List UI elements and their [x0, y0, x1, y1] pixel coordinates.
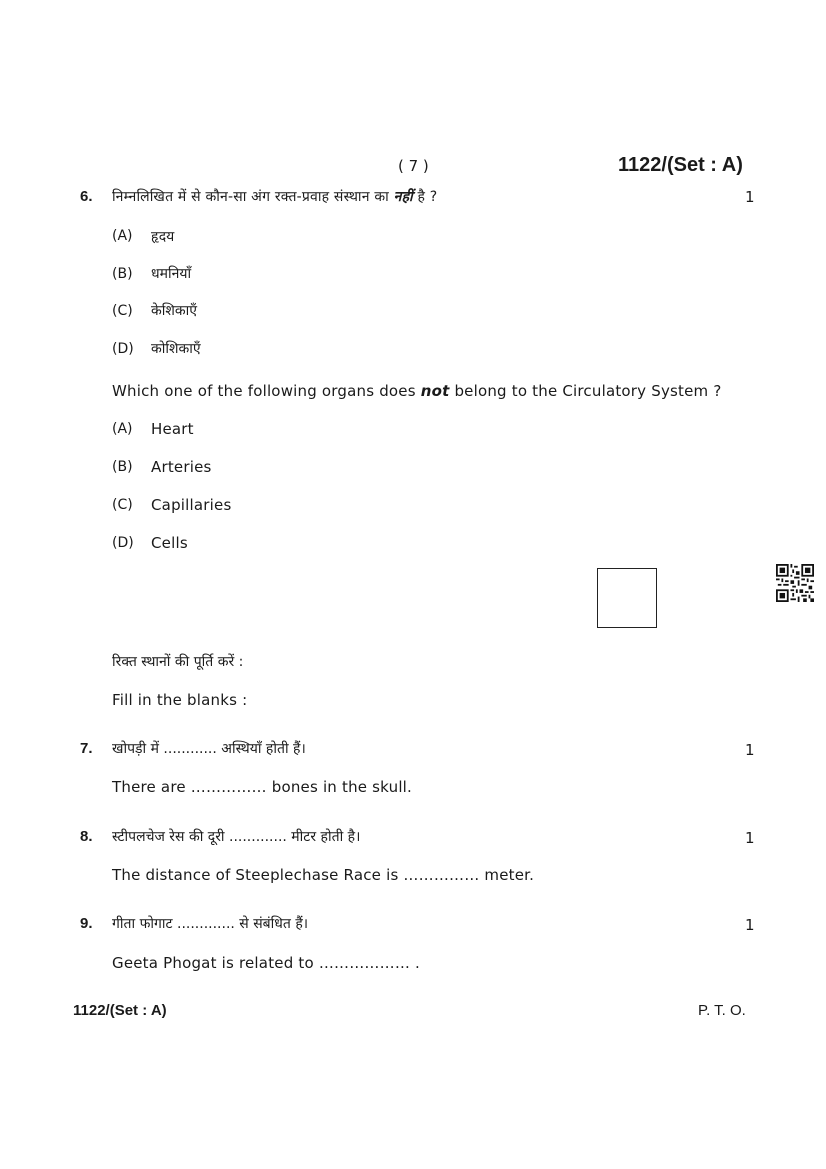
question-6-hindi-emphasis: नहीं — [393, 189, 413, 205]
question-6-hindi — [112, 187, 437, 206]
q6-hindi-option-d: कोशिकाएँ — [151, 341, 201, 357]
footer-pto: P. T. O. — [698, 1002, 746, 1019]
q6-hindi-option-b: धमनियाँ — [151, 266, 192, 282]
qr-code-icon — [776, 564, 814, 602]
footer-set-code: 1122/(Set : A) — [73, 1002, 167, 1019]
question-6-marks: 1 — [745, 188, 755, 206]
question-8-number: 8. — [80, 828, 93, 845]
q6-english-option-a-label: (A) — [112, 421, 133, 437]
section-heading-hindi: रिक्त स्थानों की पूर्ति करें : — [112, 654, 244, 670]
question-8-marks: 1 — [745, 829, 755, 847]
question-6-hindi-after: है ? — [417, 189, 438, 205]
section-heading-english: Fill in the blanks : — [112, 691, 248, 709]
question-9-hindi: गीता फोगाट ............. से संबंधित हैं। — [112, 916, 309, 932]
question-6-number: 6. — [80, 188, 93, 205]
answer-box — [597, 568, 657, 628]
question-7-english: There are …………… bones in the skull. — [112, 778, 413, 796]
question-6-english-emphasis: not — [420, 382, 450, 400]
question-9-marks: 1 — [745, 916, 755, 934]
question-9-number: 9. — [80, 915, 93, 932]
q6-english-option-a: Heart — [151, 420, 194, 438]
question-6-english-after: belong to the Circulatory System ? — [454, 382, 722, 400]
question-7-hindi: खोपड़ी में ............ अस्थियाँ होती हैं। — [112, 741, 306, 757]
q6-english-option-c-label: (C) — [112, 497, 133, 513]
q6-english-option-d: Cells — [151, 534, 188, 552]
question-6-hindi-before: निम्नलिखित में से कौन-सा अंग रक्त-प्रवाह संस्थान का — [112, 189, 389, 205]
question-8-english: The distance of Steeplechase Race is …………… meter. — [112, 866, 535, 884]
q6-hindi-option-a: हृदय — [151, 229, 175, 245]
question-7-number: 7. — [80, 740, 93, 757]
q6-hindi-option-a-label: (A) — [112, 228, 133, 244]
question-8-hindi: स्टीपलचेज रेस की दूरी ............. मीटर होती है। — [112, 829, 361, 845]
question-9-english: Geeta Phogat is related to ……………… . — [112, 954, 420, 972]
q6-english-option-d-label: (D) — [112, 535, 134, 551]
question-7-marks: 1 — [745, 741, 755, 759]
question-6-english-before: Which one of the following organs does — [112, 382, 416, 400]
set-code-header: 1122/(Set : A) — [618, 154, 743, 176]
q6-english-option-c: Capillaries — [151, 496, 232, 514]
page-number: ( 7 ) — [398, 157, 429, 175]
q6-english-option-b: Arteries — [151, 458, 212, 476]
q6-hindi-option-c-label: (C) — [112, 303, 133, 319]
q6-hindi-option-c: केशिकाएँ — [151, 303, 198, 319]
q6-hindi-option-d-label: (D) — [112, 341, 134, 357]
q6-hindi-option-b-label: (B) — [112, 266, 133, 282]
question-6-english — [112, 382, 721, 400]
q6-english-option-b-label: (B) — [112, 459, 133, 475]
